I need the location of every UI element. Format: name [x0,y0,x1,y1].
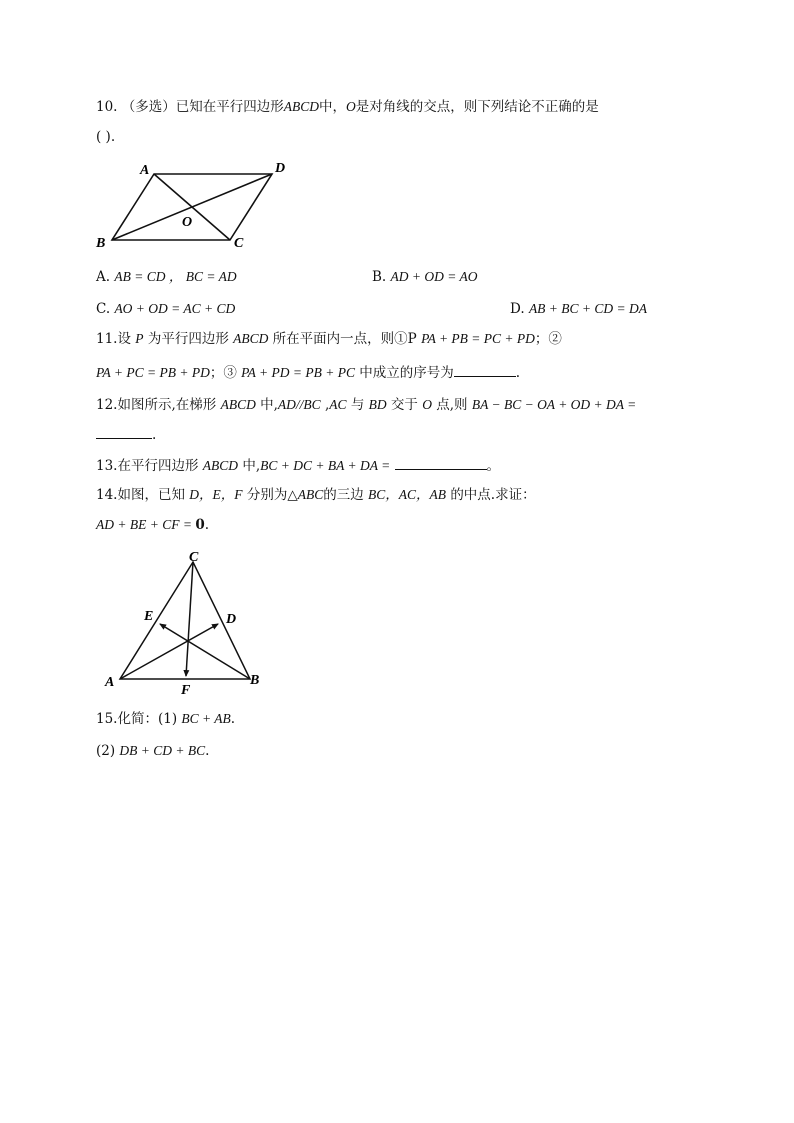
q14-line1: 14.如图，已知 D，E，F 分别为△ABC的三边 BC，AC，AB 的中点.求证： [96,487,536,503]
q10-option-c: C. AO + OD = AC + CD [96,301,236,317]
fig10-label-D: D [275,161,286,176]
q10-option-a: A. AB = CD ， BC = AD [96,269,237,285]
fig14-label-F: F [181,683,191,698]
fig14-label-B: B [250,673,260,688]
q10-stem: 10. （多选）已知在平行四边形ABCD中，O是对角线的交点，则下列结论不正确的是 [96,99,599,115]
q11-line2: PA + PC = PB + PD；③ PA + PD = PB + PC 中成立的序号为 . [96,362,520,382]
q15-line1: 15.化简：(1) BC + AB. [96,711,236,727]
q10-option-d: D. AB + BC + CD = DA [510,301,648,317]
q13-answer-blank[interactable] [395,455,487,470]
fig10-label-C: C [234,236,244,251]
parallelogram-figure [92,156,292,256]
q15-line2: (2) DB + CD + BC. [96,743,210,759]
fig10-label-B: B [96,236,106,251]
fig14-label-A: A [105,675,115,690]
fig14-label-C: C [189,550,199,565]
fig10-label-O: O [182,215,193,230]
triangle-figure [100,548,270,698]
q11-answer-blank[interactable] [454,362,516,377]
q10-option-b: B. AD + OD = AO [372,269,478,285]
q12-line2: . [96,424,156,444]
q10-paren: ( ). [96,129,116,145]
fig14-label-E: E [144,609,154,624]
q13-line: 13.在平行四边形 ABCD 中,BC + DC + BA + DA = 。 [96,455,500,475]
fig14-label-D: D [226,612,237,627]
q12-line1: 12.如图所示,在梯形 ABCD 中,AD//BC ,AC 与 BD 交于 O 点,则 BA − BC − OA + OD + DA = [96,397,637,413]
q11-line1: 11.设 P 为平行四边形 ABCD 所在平面内一点，则①P PA + PB = PC + PD；② [96,331,562,347]
q14-line2: AD + BE + CF = 0. [96,517,210,533]
fig10-label-A: A [140,163,150,178]
q12-answer-blank[interactable] [96,424,152,439]
